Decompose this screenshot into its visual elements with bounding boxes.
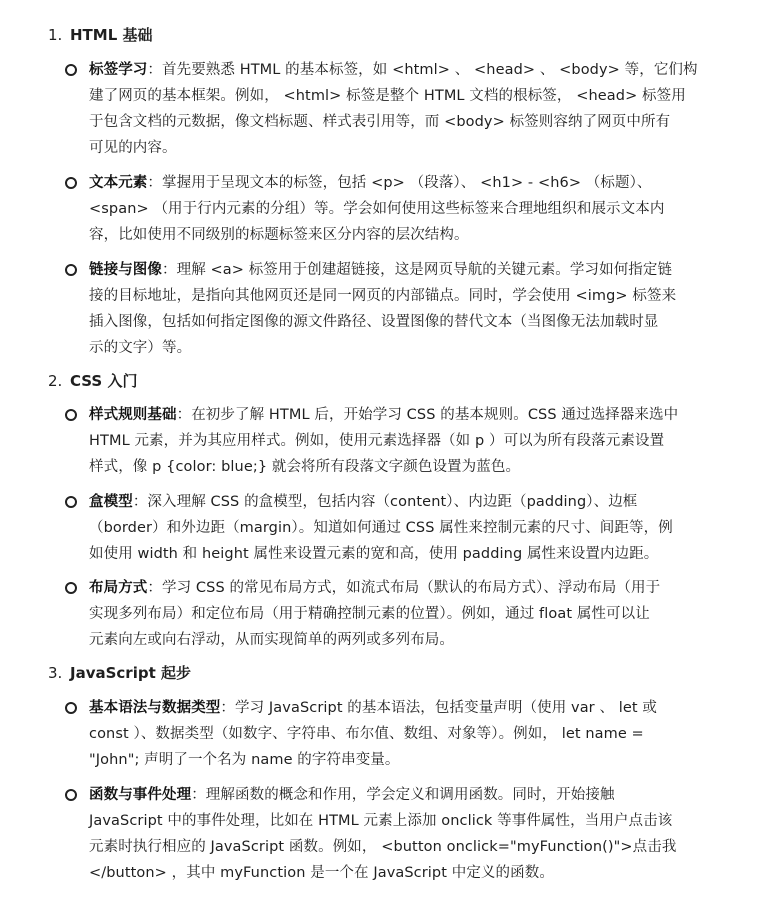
section-number: 3.	[48, 664, 63, 682]
bullet-circle-icon	[65, 789, 77, 801]
item-line: const ）、数据类型（如数字、字符串、布尔值、数组、对象等）。例如， let name =	[89, 726, 644, 742]
item-text: ：理解 <a> 标签用于创建超链接，这是网页导航的关键元素。学习如何指定链	[162, 262, 673, 278]
item-term: 样式规则基础	[89, 407, 177, 423]
item-line: </button> ，其中 myFunction 是一个在 JavaScript 中定义的函数。	[89, 865, 554, 881]
section-title: CSS 入门	[70, 372, 138, 390]
section-2-heading	[48, 371, 137, 391]
bullet-circle-icon	[65, 582, 77, 594]
item-text: ：在初步了解 HTML 后，开始学习 CSS 的基本规则。CSS 通过选择器来选中	[176, 407, 679, 423]
item-line: 于包含文档的元数据，像文档标题、样式表引用等，而 <body> 标签则容纳了网页中所有	[89, 114, 671, 130]
section-title: JavaScript 起步	[70, 664, 191, 682]
section-1-heading	[48, 25, 153, 45]
item-line: 元素时执行相应的 JavaScript 函数。例如， <button onclick="myFunction()">点击我	[89, 839, 677, 855]
item-line	[89, 492, 637, 512]
item-line	[89, 785, 615, 805]
item-text: ：首先要熟悉 HTML 的基本标签，如 <html> 、 <head> 、 <body> 等，它们构	[147, 62, 698, 78]
item-term: 链接与图像	[89, 262, 162, 278]
item-line: 建了网页的基本框架。例如， <html> 标签是整个 HTML 文档的根标签， <head> 标签用	[89, 88, 686, 104]
item-text: ：学习 CSS 的常见布局方式，如流式布局（默认的布局方式）、浮动布局（用于	[147, 580, 661, 596]
item-line: 示的文字）等。	[89, 340, 192, 356]
item-text: ：深入理解 CSS 的盒模型，包括内容（content）、内边距（padding）、边框	[132, 494, 638, 510]
item-line	[89, 260, 672, 280]
bullet-circle-icon	[65, 177, 77, 189]
item-line: HTML 元素，并为其应用样式。例如，使用元素选择器（如 p ）可以为所有段落元素设置	[89, 433, 665, 449]
item-line: 可见的内容。	[89, 140, 177, 156]
item-line: 元素向左或向右浮动，从而实现简单的两列或多列布局。	[89, 632, 454, 648]
bullet-circle-icon	[65, 64, 77, 76]
item-line	[89, 60, 698, 80]
item-term: 基本语法与数据类型	[89, 700, 221, 716]
item-term: 盒模型	[89, 494, 133, 510]
item-text: ：理解函数的概念和作用，学会定义和调用函数。同时，开始接触	[191, 787, 615, 803]
section-number: 1.	[48, 26, 63, 44]
item-term: 标签学习	[89, 62, 148, 78]
item-line: <span> （用于行内元素的分组）等。学会如何使用这些标签来合理地组织和展示文本内	[89, 201, 665, 217]
item-line	[89, 698, 657, 718]
item-line: 容，比如使用不同级别的标题标签来区分内容的层次结构。	[89, 227, 469, 243]
item-line: 插入图像，包括如何指定图像的源文件路径、设置图像的替代文本（当图像无法加载时显	[89, 314, 659, 330]
item-line	[89, 578, 660, 598]
item-text: ：学习 JavaScript 的基本语法，包括变量声明（使用 var 、 let 或	[220, 700, 658, 716]
item-line	[89, 173, 652, 193]
item-term: 函数与事件处理	[89, 787, 192, 803]
item-line	[89, 405, 678, 425]
bullet-circle-icon	[65, 264, 77, 276]
item-text: ：掌握用于呈现文本的标签，包括 <p> （段落）、 <h1> - <h6> （标题）、	[147, 175, 652, 191]
section-title: HTML 基础	[70, 26, 153, 44]
item-line: JavaScript 中的事件处理，比如在 HTML 元素上添加 onclick 等事件属性，当用户点击该	[89, 813, 673, 829]
item-line: 如使用 width 和 height 属性来设置元素的宽和高，使用 padding 属性来设置内边距。	[89, 546, 659, 562]
item-line: "John"; 声明了一个名为 name 的字符串变量。	[89, 752, 400, 768]
item-term: 文本元素	[89, 175, 148, 191]
item-term: 布局方式	[89, 580, 148, 596]
section-3-heading	[48, 663, 191, 683]
section-number: 2.	[48, 372, 63, 390]
item-line: 实现多列布局）和定位布局（用于精确控制元素的位置）。例如，通过 float 属性可以让	[89, 606, 650, 622]
bullet-circle-icon	[65, 496, 77, 508]
bullet-circle-icon	[65, 702, 77, 714]
item-line: （border）和外边距（margin）。知道如何通过 CSS 属性来控制元素的尺寸、间距等，例	[89, 520, 673, 536]
item-line: 接的目标地址，是指向其他网页还是同一网页的内部锚点。同时，学会使用 <img> 标签来	[89, 288, 677, 304]
item-line: 样式，像 p {color: blue;} 就会将所有段落文字颜色设置为蓝色。	[89, 459, 521, 475]
bullet-circle-icon	[65, 409, 77, 421]
